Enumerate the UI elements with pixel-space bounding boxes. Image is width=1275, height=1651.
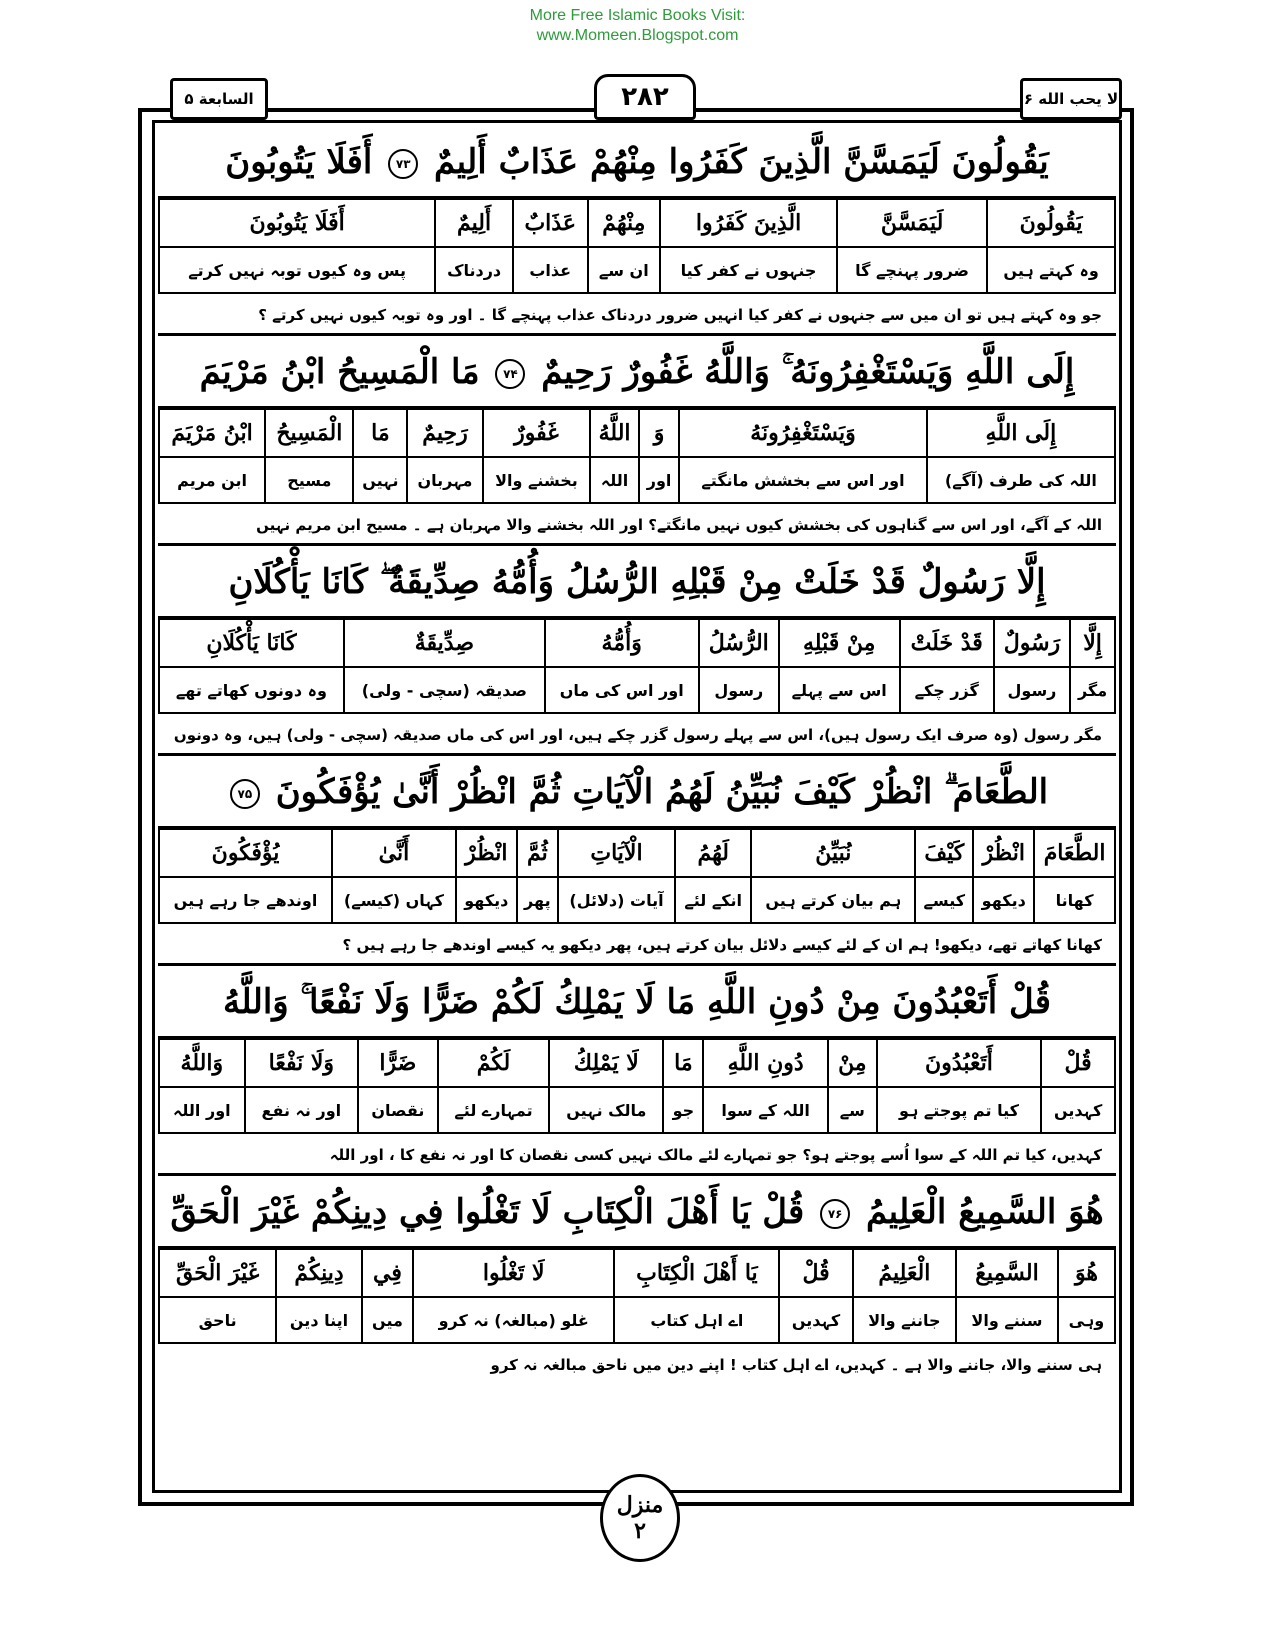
manzil-number: ۲ [634, 1518, 646, 1544]
arabic-words-row [159, 199, 1115, 247]
urdu-meaning: اوندھے جا رہے ہیں [159, 877, 332, 923]
ayah-text: إِلَى اللَّهِ وَيَسْتَغْفِرُونَهُ ۚ وَاللَّهُ غَفُورٌ رَحِيمٌ [541, 352, 1075, 392]
urdu-meaning: مہربان [407, 457, 482, 503]
ayah-number-marker: ۷۴ [495, 359, 525, 389]
urdu-meaning: سننے والا [956, 1297, 1058, 1343]
arabic-word: رَسُولٌ [994, 619, 1070, 667]
urdu-meaning: دیکھو [456, 877, 517, 923]
urdu-meaning: دردناک [435, 247, 513, 293]
arabic-word: مَا [663, 1039, 703, 1087]
arabic-word: الرُّسُلُ [699, 619, 779, 667]
arabic-word: صِدِّيقَةٌ [344, 619, 545, 667]
urdu-meaning: عذاب [513, 247, 588, 293]
ayah-line [158, 336, 1116, 408]
arabic-word: ابْنُ مَرْيَمَ [159, 409, 265, 457]
arabic-word: أَفَلَا يَتُوبُونَ [159, 199, 435, 247]
word-grid [158, 618, 1116, 714]
arabic-word: مَا [353, 409, 407, 457]
urdu-meaning: اور اس سے بخشش مانگتے [679, 457, 927, 503]
urdu-meaning: میں [362, 1297, 413, 1343]
ayah-line [158, 756, 1116, 828]
urdu-meaning: ضرور پہنچے گا [837, 247, 987, 293]
arabic-word: أَلِيمٌ [435, 199, 513, 247]
arabic-words-row [159, 1039, 1115, 1087]
urdu-meaning: اس سے پہلے [779, 667, 900, 713]
arabic-words-row [159, 409, 1115, 457]
verse-section [158, 546, 1116, 756]
arabic-word: ضَرًّا [358, 1039, 438, 1087]
arabic-word: لَيَمَسَّنَّ [837, 199, 987, 247]
urdu-meaning: کہاں (کیسے) [332, 877, 456, 923]
arabic-word: غَيْرَ الْحَقِّ [159, 1249, 276, 1297]
arabic-word: مِنْهُمْ [588, 199, 661, 247]
arabic-word: كَيْفَ [915, 829, 973, 877]
verse-section [158, 1176, 1116, 1386]
arabic-word: يَقُولُونَ [987, 199, 1115, 247]
ayah-tail: أَفَلَا يَتُوبُونَ [225, 142, 373, 182]
urdu-translation: مگر رسول (وہ صرف ایک رسول ہیں)، اس سے پہلے رسول گزر چکے ہیں، اور اس کی ماں صدیقہ (سچی - ولی) ہیں، وہ دونوں [158, 714, 1116, 756]
urdu-meaning: ناحق [159, 1297, 276, 1343]
urdu-meaning: مسیح [265, 457, 353, 503]
urdu-meaning: اے اہل کتاب [614, 1297, 779, 1343]
arabic-word: اللَّهُ [590, 409, 639, 457]
urdu-meanings-row [159, 1087, 1115, 1133]
arabic-word: وَيَسْتَغْفِرُونَهُ [679, 409, 927, 457]
urdu-meanings-row [159, 667, 1115, 713]
arabic-word: وَأُمُّهُ [545, 619, 699, 667]
arabic-words-row [159, 1249, 1115, 1297]
urdu-translation: جو وہ کہتے ہیں تو ان میں سے جنہوں نے کفر کیا انہیں ضرور دردناک عذاب پہنچے گا ۔ اور وہ توبہ کیوں نہیں کرتے ؟ [158, 294, 1116, 336]
urdu-meaning: بخشنے والا [483, 457, 591, 503]
ayah-line [158, 546, 1116, 618]
ayah-text: الطَّعَامَ ۗ انْظُرْ كَيْفَ نُبَيِّنُ لَهُمُ الْآيَاتِ ثُمَّ انْظُرْ أَنَّىٰ يُؤْفَكُونَ [275, 772, 1049, 812]
ayah-tail: كَانَا يَأْكُلَانِ [228, 562, 368, 602]
verse-section [158, 336, 1116, 546]
arabic-word: الطَّعَامَ [1034, 829, 1115, 877]
arabic-word: انْظُرْ [973, 829, 1034, 877]
urdu-meaning: ان سے [588, 247, 661, 293]
arabic-word: السَّمِيعُ [956, 1249, 1058, 1297]
arabic-word: رَحِيمٌ [407, 409, 482, 457]
urdu-meaning: صدیقہ (سچی - ولی) [344, 667, 545, 713]
arabic-word: غَفُورٌ [483, 409, 591, 457]
urdu-translation: اللہ کے آگے، اور اس سے گناہوں کی بخشش کیوں نہیں مانگتے؟ اور اللہ بخشنے والا مہربان ہے ۔ مسیح ابن مریم نہیں [158, 504, 1116, 546]
urdu-meaning: رسول [994, 667, 1070, 713]
word-grid [158, 828, 1116, 924]
arabic-word: لَكُمْ [438, 1039, 550, 1087]
urdu-meaning: رسول [699, 667, 779, 713]
arabic-words-row [159, 619, 1115, 667]
urdu-meaning: آیات (دلائل) [558, 877, 675, 923]
manzil-marker [600, 1474, 680, 1562]
arabic-word: لَا تَغْلُوا [413, 1249, 614, 1297]
arabic-word: أَنَّىٰ [332, 829, 456, 877]
manzil-label: منزل [616, 1492, 664, 1518]
urdu-meaning: کیا تم پوجتے ہو [877, 1087, 1042, 1133]
ayah-number-marker: ۷۵ [230, 779, 260, 809]
arabic-word: لَا يَمْلِكُ [549, 1039, 663, 1087]
word-grid [158, 408, 1116, 504]
ayah-line [158, 1176, 1116, 1248]
arabic-word: انْظُرْ [456, 829, 517, 877]
promo-banner[interactable] [0, 6, 1275, 46]
urdu-meanings-row [159, 457, 1115, 503]
arabic-word: ثُمَّ [517, 829, 558, 877]
urdu-meaning: کہدیں [779, 1297, 852, 1343]
arabic-word: مِنْ قَبْلِهِ [779, 619, 900, 667]
promo-line-1: More Free Islamic Books Visit: [529, 7, 746, 24]
urdu-meaning: گزر چکے [900, 667, 994, 713]
urdu-meaning: کیسے [915, 877, 973, 923]
para-header-right: لا یحب الله ۶ [1020, 78, 1122, 120]
arabic-word: كَانَا يَأْكُلَانِ [159, 619, 344, 667]
urdu-meanings-row [159, 1297, 1115, 1343]
arabic-word: الْعَلِيمُ [853, 1249, 956, 1297]
arabic-word: لَهُمُ [675, 829, 751, 877]
urdu-meaning: مگر [1070, 667, 1115, 713]
arabic-word: الَّذِينَ كَفَرُوا [660, 199, 837, 247]
urdu-translation: کھانا کھاتے تھے، دیکھو! ہم ان کے لئے کیسے دلائل بیان کرتے ہیں، پھر دیکھو یہ کیسے اوندھے جا رہے ہیں ؟ [158, 924, 1116, 966]
urdu-meaning: اور اللہ [159, 1087, 245, 1133]
surah-header-left: السابعة ۵ [170, 78, 268, 120]
ayah-text: هُوَ السَّمِيعُ الْعَلِيمُ [866, 1192, 1104, 1232]
arabic-word: قُلْ [1041, 1039, 1115, 1087]
ayah-number-marker: ۷۶ [820, 1199, 850, 1229]
urdu-meaning: غلو (مبالغہ) نہ کرو [413, 1297, 614, 1343]
urdu-meanings-row [159, 247, 1115, 293]
urdu-translation: ہی سننے والا، جاننے والا ہے ۔ کہدیں، اے اہل کتاب ! اپنے دین میں ناحق مبالغہ نہ کرو [490, 1356, 1102, 1374]
arabic-word: وَلَا نَفْعًا [245, 1039, 358, 1087]
urdu-meaning: دیکھو [973, 877, 1034, 923]
arabic-word: أَتَعْبُدُونَ [877, 1039, 1042, 1087]
arabic-word: يُؤْفَكُونَ [159, 829, 332, 877]
urdu-meaning: پس وہ کیوں توبہ نہیں کرتے [159, 247, 435, 293]
urdu-meaning: مالک نہیں [549, 1087, 663, 1133]
promo-link[interactable]: www.Momeen.Blogspot.com [536, 27, 739, 44]
arabic-word: يَا أَهْلَ الْكِتَابِ [614, 1249, 779, 1297]
urdu-meaning: سے [828, 1087, 877, 1133]
arabic-word: الْمَسِيحُ [265, 409, 353, 457]
urdu-meaning: جو [663, 1087, 703, 1133]
ayah-tail: مَا الْمَسِيحُ ابْنُ مَرْيَمَ [199, 352, 480, 392]
verse-section [158, 966, 1116, 1176]
arabic-word: فِي [362, 1249, 413, 1297]
ayah-line [158, 126, 1116, 198]
ayah-tail: قُلْ يَا أَهْلَ الْكِتَابِ لَا تَغْلُوا فِي دِينِكُمْ غَيْرَ الْحَقِّ [170, 1192, 805, 1232]
urdu-meaning: نقصان [358, 1087, 438, 1133]
arabic-word: دُونِ اللَّهِ [703, 1039, 828, 1087]
urdu-meaning: وہ دونوں کھاتے تھے [159, 667, 344, 713]
verse-section [158, 756, 1116, 966]
verse-section [158, 126, 1116, 336]
urdu-meaning: اللہ کے سوا [703, 1087, 828, 1133]
urdu-translation: کہدیں، کیا تم اللہ کے سوا اُسے پوجتے ہو؟ جو تمہارے لئے مالک نہیں کسی نقصان کا اور نہ نفع کا ، اور اللہ [158, 1134, 1116, 1176]
arabic-word: قُلْ [779, 1249, 852, 1297]
urdu-meaning: وہی [1058, 1297, 1115, 1343]
arabic-word: إِلَى اللَّهِ [927, 409, 1115, 457]
urdu-meaning: جاننے والا [853, 1297, 956, 1343]
arabic-word: وَاللَّهُ [159, 1039, 245, 1087]
ayah-text: قُلْ أَتَعْبُدُونَ مِنْ دُونِ اللَّهِ مَا لَا يَمْلِكُ لَكُمْ ضَرًّا وَلَا نَفْعًا ۚ [300, 982, 1052, 1022]
urdu-meaning: انکے لئے [675, 877, 751, 923]
urdu-meaning: اللہ [590, 457, 639, 503]
urdu-meaning: کہدیں [1041, 1087, 1115, 1133]
urdu-meaning: وہ کہتے ہیں [987, 247, 1115, 293]
urdu-meaning: نہیں [353, 457, 407, 503]
arabic-word: إِلَّا [1070, 619, 1115, 667]
word-grid [158, 1038, 1116, 1134]
urdu-meaning: اپنا دین [276, 1297, 362, 1343]
arabic-word: هُوَ [1058, 1249, 1115, 1297]
urdu-meaning: تمہارے لئے [438, 1087, 550, 1133]
ayah-line [158, 966, 1116, 1038]
ayah-tail: وَاللَّهُ [222, 982, 289, 1022]
urdu-meaning: ابن مریم [159, 457, 265, 503]
arabic-words-row [159, 829, 1115, 877]
arabic-word: الْآيَاتِ [558, 829, 675, 877]
ayah-text: إِلَّا رَسُولٌ قَدْ خَلَتْ مِنْ قَبْلِهِ الرُّسُلُ وَأُمُّهُ صِدِّيقَةٌ ۖ [379, 562, 1046, 602]
urdu-meaning: پھر [517, 877, 558, 923]
word-grid [158, 198, 1116, 294]
urdu-meaning: کھانا [1034, 877, 1115, 923]
page-number: ۲۸۲ [594, 74, 696, 120]
urdu-meaning: ہم بیان کرتے ہیں [751, 877, 915, 923]
urdu-meanings-row [159, 877, 1115, 923]
ayah-number-marker: ۷۳ [388, 149, 418, 179]
arabic-word: مِنْ [828, 1039, 877, 1087]
arabic-word: وَ [639, 409, 679, 457]
arabic-word: قَدْ خَلَتْ [900, 619, 994, 667]
page-content [158, 126, 1116, 1386]
ayah-text: يَقُولُونَ لَيَمَسَّنَّ الَّذِينَ كَفَرُوا مِنْهُمْ عَذَابٌ أَلِيمٌ [434, 142, 1049, 182]
urdu-meaning: جنہوں نے کفر کیا [660, 247, 837, 293]
arabic-word: دِينِكُمْ [276, 1249, 362, 1297]
urdu-meaning: اور [639, 457, 679, 503]
urdu-meaning: اللہ کی طرف (آگے) [927, 457, 1115, 503]
urdu-meaning: اور نہ نفع [245, 1087, 358, 1133]
arabic-word: نُبَيِّنُ [751, 829, 915, 877]
urdu-meaning: اور اس کی ماں [545, 667, 699, 713]
word-grid [158, 1248, 1116, 1344]
arabic-word: عَذَابٌ [513, 199, 588, 247]
